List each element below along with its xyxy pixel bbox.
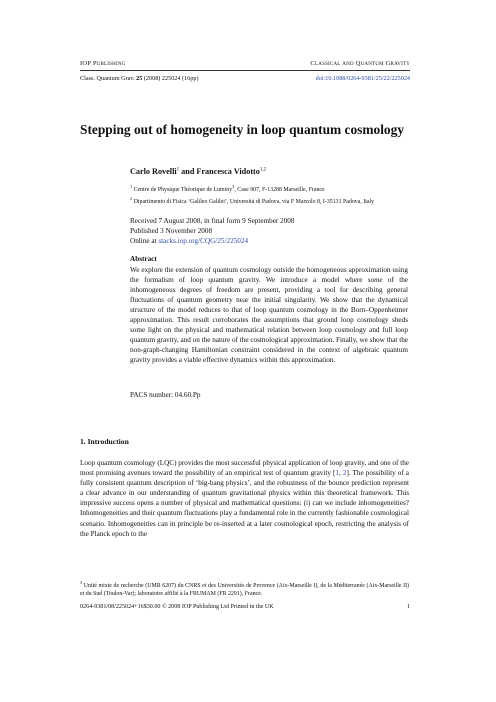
reference-separator: , [338, 469, 343, 478]
affiliation-2 [130, 195, 390, 207]
footer-copyright: 0264-9381/08/225024+16$30.00 © 2008 IOP Publishing Ltd Printed in the UK [80, 604, 274, 610]
journal-citation [80, 75, 199, 82]
affil-1-footnote-mark: 3 [232, 184, 235, 189]
affil-2-text: Dipartimento di Fisica ‘Galileo Galilei’, Università di Padova, via F Marzolo 8, I-35131 Padova, Italy [132, 198, 375, 205]
affil-1-name: Centre de Physique Théorique de Luminy [132, 186, 233, 193]
affiliations [130, 183, 390, 206]
author-vidotto-affil: 1,2 [259, 167, 267, 173]
author-list [130, 167, 266, 176]
page-number: 1 [406, 604, 410, 610]
reference-link-1[interactable]: 1 [335, 469, 339, 478]
intro-part-2: ]. The possibility of a fully consistent quantum description of ‘big-bang physics’, and the robustness of the bounce prediction represent a clear advance in our understanding of quantum gravitational physics within this theoretical framework. This impressive success opens a number of physical and mathematical questions: (i) can we include inhomogeneities? Inhomogeneities and their quantum fluctuations play a fundamental role in the currently fashionable cosmological scenario. Inhomogeneities can in principle be re-inserted at a later cosmological epoch, restricting the analysis of the Planck epoch to the [80, 469, 409, 538]
online-link[interactable]: stacks.iop.org/CQG/25/225024 [158, 237, 249, 245]
doi-link[interactable]: doi:10.1088/0264-9381/25/22/225024 [315, 75, 410, 82]
author-rovelli: Carlo Rovelli [130, 167, 177, 176]
affil-2-mark: 2 [130, 195, 133, 201]
citation-journal: Class. Quantum Grav. [80, 75, 137, 82]
reference-link-2[interactable]: 2 [342, 469, 347, 478]
publisher-name: IOP Publishing [80, 60, 126, 67]
abstract-emphasis: some [367, 276, 383, 284]
footnote-text: Unité mixte de recherche (UMR 6207) du CNRS et des Universités de Provence (Aix-Marseille I), de la Méditerranée (Aix-Marseille II) et du Sud (Toulon-Var); laboratoire affilié à la FRUMAM (FR 2291), France. [80, 582, 409, 597]
footnote [80, 579, 409, 599]
journal-name: Classical and Quantum Gravity [310, 60, 410, 67]
section-heading: 1. Introduction [80, 437, 129, 446]
affil-1-mark: 1 [130, 184, 133, 189]
footnote-mark: 3 [80, 580, 83, 585]
online-line [130, 236, 294, 246]
abstract-part-2: of the inhomogeneous degrees of freedom are present, providing a tool for describing general fluctuations of quantum geometry near the initial singularity. We show that the dynamical structure of the model reduces to that of loop quantum cosmology in the Born–Oppenheimer approximation. This result corroborates the assumptions that ground loop cosmology sheds some light on the physical and mathematical relation between loop cosmology and full loop quantum gravity, and on the nature of the cosmological approximation. Finally, we show that the non-graph-changing Hamiltonian constraint considered in the context of algebraic quantum gravity provides a viable effective dynamics within this approximation. [130, 276, 408, 364]
abstract-part-1: We explore the extension of quantum cosmology outside the homogeneous approximation using the formalism of loop quantum gravity. We introduce a model where [130, 266, 408, 284]
intro-part-1: Loop quantum cosmology (LQC) provides the most successful physical application of loop gravity, and one of the most promising avenues toward the possibility of an empirical test of quantum gravity [ [80, 459, 409, 478]
abstract-text [130, 265, 408, 365]
received-date: Received 7 August 2008, in final form 9 September 2008 [130, 217, 295, 225]
introduction-text [80, 458, 409, 539]
citation-details: (2008) 225024 (16pp) [142, 75, 199, 82]
author-rovelli-affil: 1 [176, 167, 180, 173]
published-date: Published 3 November 2008 [130, 227, 213, 235]
header-rule [80, 70, 410, 71]
pacs-number: PACS number: 04.60.Pp [130, 391, 201, 399]
paper-title: Stepping out of homogeneity in loop quantum cosmology [80, 122, 405, 137]
citation-volume: 25 [136, 75, 143, 82]
author-conjunction: and [179, 167, 197, 176]
publication-dates [130, 216, 294, 246]
affil-1-address: , Case 907, F-13288 Marseille, France [234, 186, 325, 193]
abstract-heading: Abstract [130, 255, 157, 263]
author-vidotto: Francesca Vidotto [196, 167, 260, 176]
online-prefix: Online at [130, 237, 159, 245]
affiliation-1 [130, 183, 390, 195]
